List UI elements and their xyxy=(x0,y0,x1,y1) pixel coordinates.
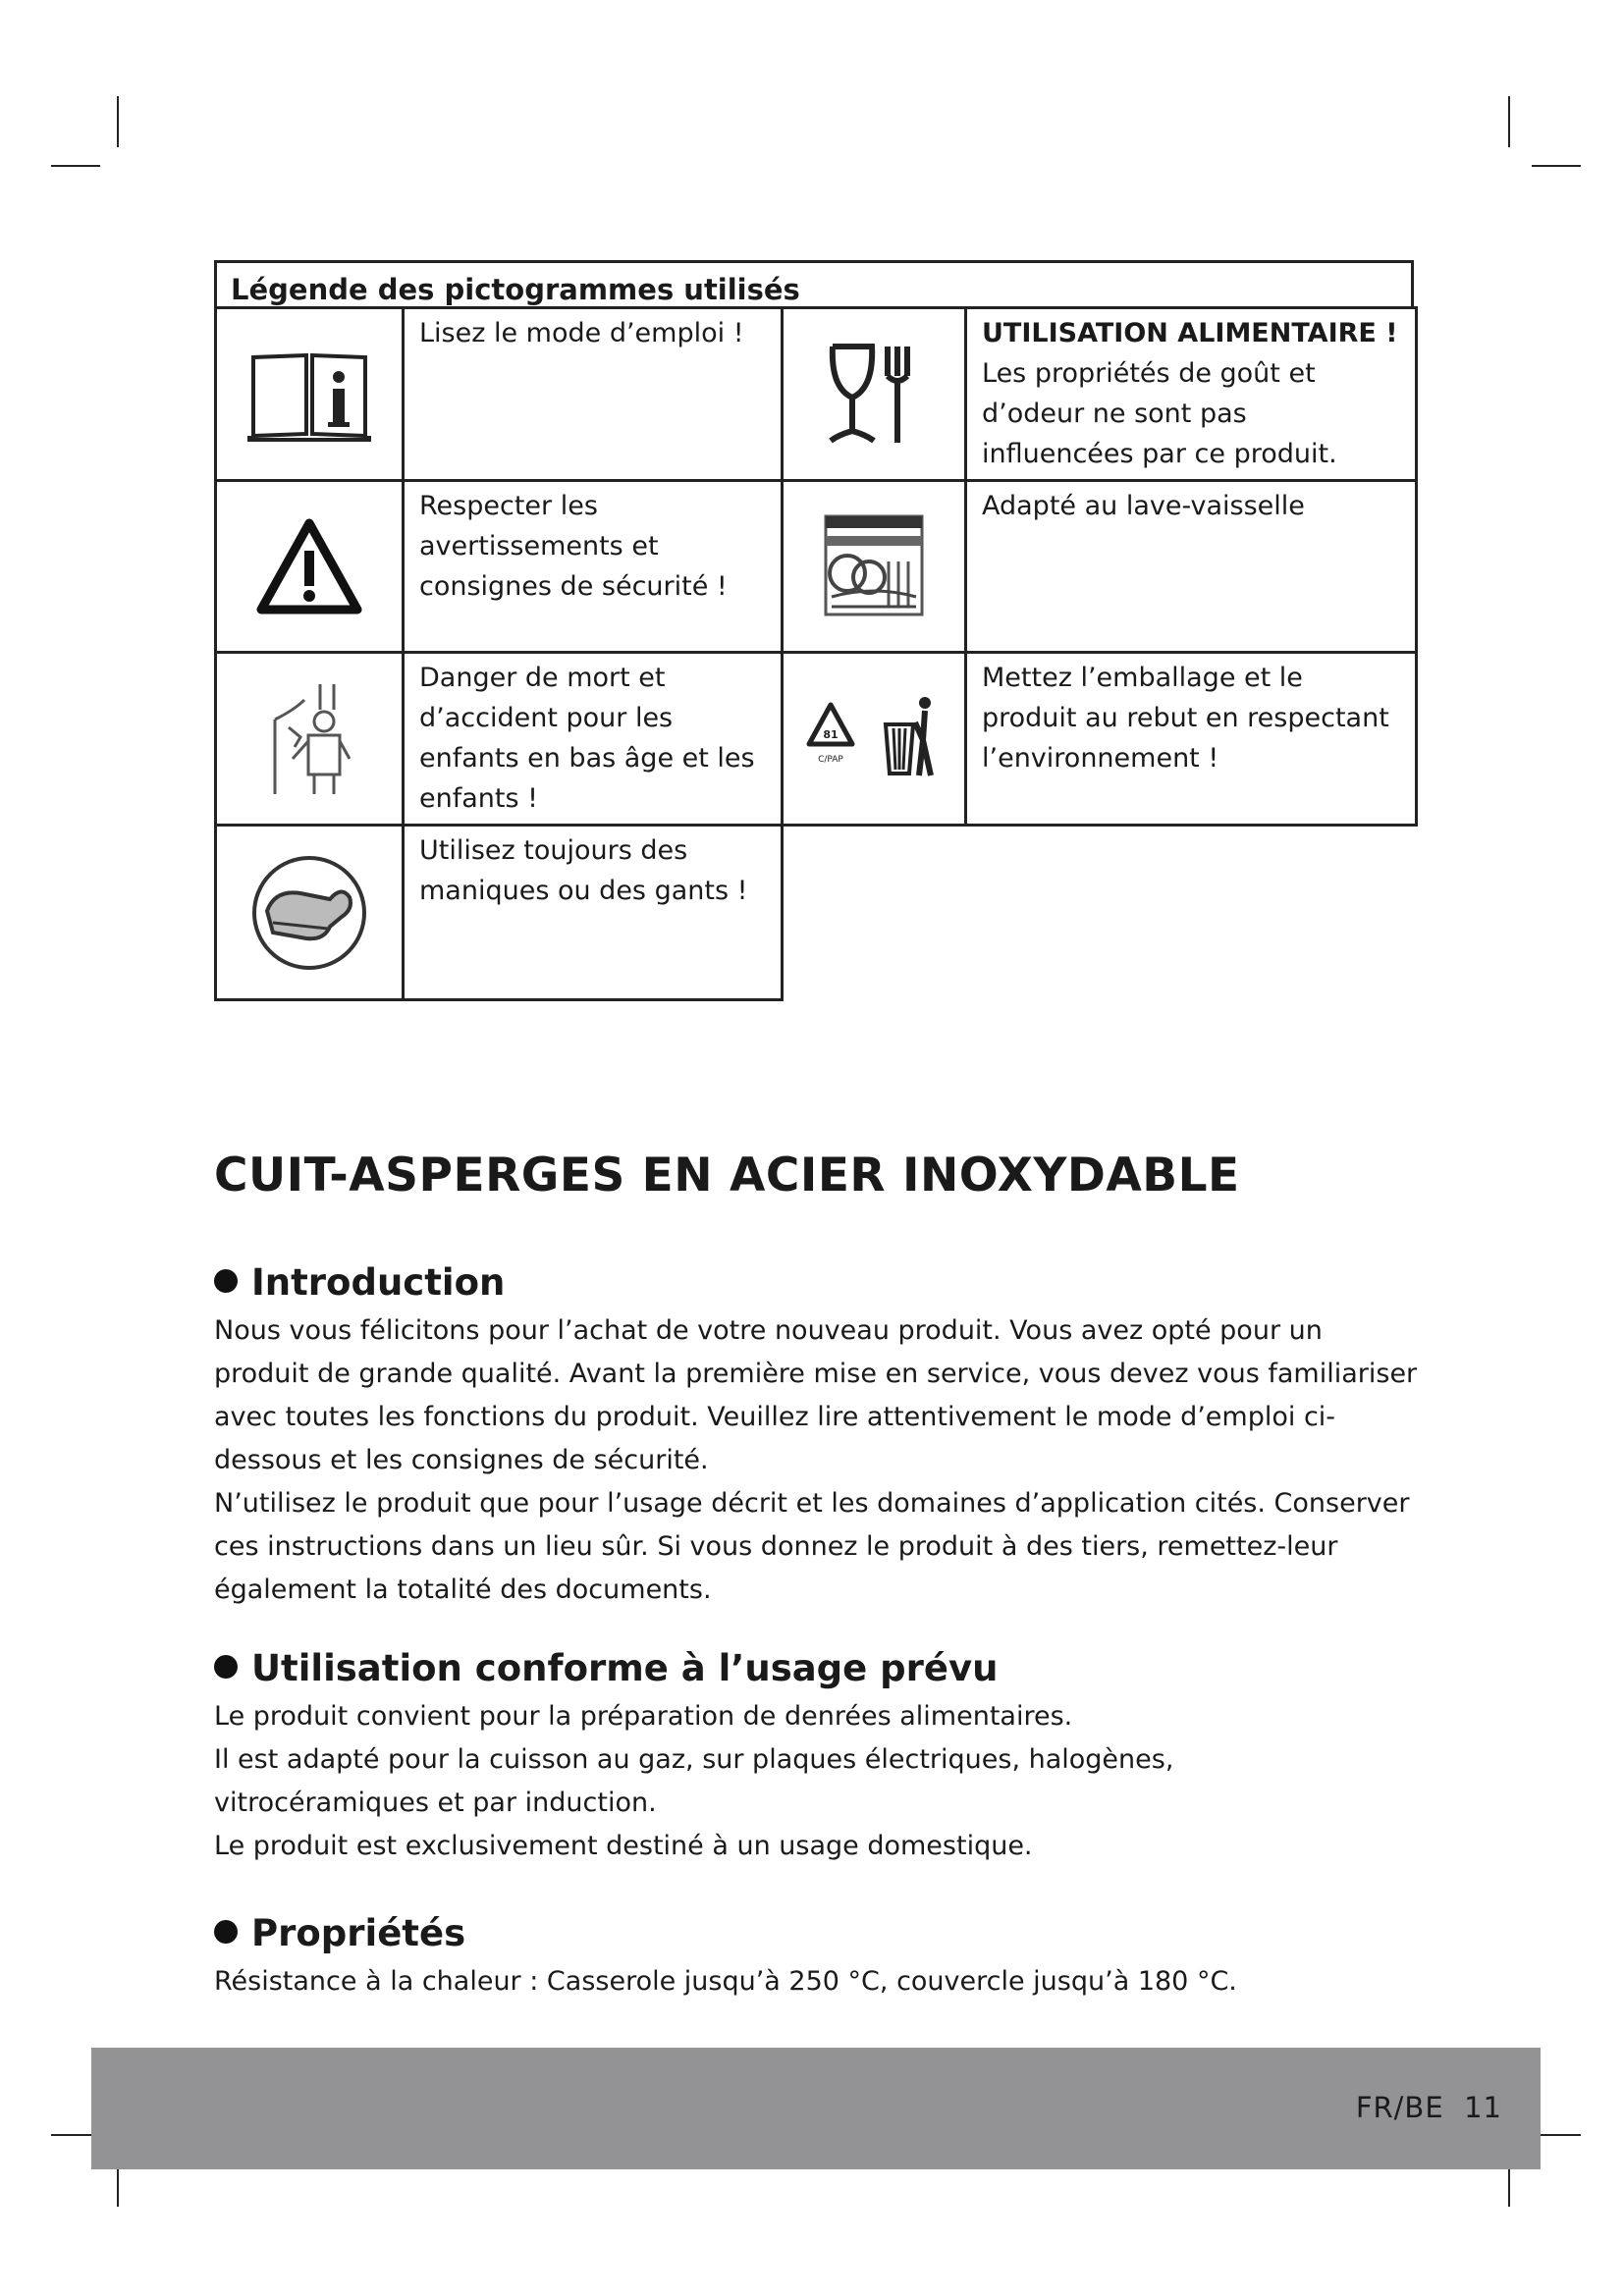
page-number: FR/BE 11 xyxy=(1355,2091,1502,2124)
food-safe-icon xyxy=(825,341,923,449)
legend-icon-cell xyxy=(214,824,405,1001)
warning-triangle-icon xyxy=(255,517,363,615)
legend-icon-cell xyxy=(781,306,967,482)
bullet-icon xyxy=(214,1269,238,1293)
legend-text-cell xyxy=(402,651,784,827)
section-heading: Utilisation conforme à l’usage prévu xyxy=(214,1644,1422,1693)
crop-mark xyxy=(1532,165,1581,167)
paragraph: Nous vous félicitons pour l’achat de votre nouveau produit. Vous avez opté pour un produit de grande qualité. Avant la première mise en service, vous devez vous familiariser avec toutes les fonctions du produit. Veuillez lire attentivement le mode d’emploi ci-dessous et les consignes de sécurité. xyxy=(214,1315,1418,1475)
crop-mark xyxy=(1508,96,1510,147)
legend-heading: UTILISATION ALIMENTAIRE ! xyxy=(982,318,1398,348)
crop-mark xyxy=(117,96,119,147)
legend-text: Respecter les avertissements et consignes de sécurité ! xyxy=(419,491,728,602)
paragraph: Il est adapté pour la cuisson au gaz, sur plaques électriques, halogènes, vitrocéramiques et par induction. xyxy=(214,1744,1174,1818)
page-title: CUIT-ASPERGES EN ACIER INOXYDABLE xyxy=(214,1148,1240,1202)
recycle-code: 81 xyxy=(823,727,839,741)
section-heading: Propriétés xyxy=(214,1909,1422,1958)
child-danger-icon xyxy=(265,680,353,798)
oven-glove-icon xyxy=(245,854,373,972)
legend-icon-cell xyxy=(214,479,405,654)
dishwasher-icon xyxy=(820,512,928,620)
book-info-icon xyxy=(245,346,373,444)
section-introduction xyxy=(214,1258,1422,1612)
section-heading: Introduction xyxy=(214,1258,1422,1308)
paragraph: Résistance à la chaleur : Casserole jusqu’à 250 °C, couvercle jusqu’à 180 °C. xyxy=(214,1966,1237,1997)
crop-mark xyxy=(51,165,100,167)
legend-text-cell xyxy=(964,651,1418,827)
paragraph: Le produit convient pour la préparation de denrées alimentaires. xyxy=(214,1701,1073,1732)
legend-text: Mettez l’emballage et le produit au rebut en respectant l’environnement ! xyxy=(982,663,1389,774)
legend-text: Lisez le mode d’emploi ! xyxy=(419,318,744,348)
legend-icon-cell xyxy=(214,306,405,482)
legend-text-cell xyxy=(402,306,784,482)
legend-title: Légende des pictogrammes utilisés xyxy=(214,260,1414,309)
bullet-icon xyxy=(214,1655,238,1679)
legend-text-cell xyxy=(964,479,1418,654)
paragraph: Le produit est exclusivement destiné à un usage domestique. xyxy=(214,1831,1033,1861)
bullet-icon xyxy=(214,1920,238,1944)
legend-icon-cell xyxy=(781,651,967,827)
paragraph: N’utilisez le produit que pour l’usage décrit et les domaines d’application cités. Conserver ces instructions dans un lieu sûr. Si vous donnez le produit à des tiers, remettez-leur également la totalité des documents. xyxy=(214,1488,1410,1605)
legend-text-cell xyxy=(402,479,784,654)
footer-bar xyxy=(91,2048,1541,2169)
legend-icon-cell xyxy=(214,651,405,827)
pictogram-legend-table xyxy=(214,260,1418,1008)
legend-icon-cell xyxy=(781,479,967,654)
section-usage xyxy=(214,1644,1422,1868)
recycle-label: C/PAP xyxy=(818,754,843,765)
legend-text: Adapté au lave-vaisselle xyxy=(982,491,1305,521)
legend-text: Danger de mort et d’accident pour les enfants en bas âge et les enfants ! xyxy=(419,663,755,814)
recycling-icon xyxy=(805,695,943,783)
legend-text-cell xyxy=(964,306,1418,482)
section-properties xyxy=(214,1909,1422,2003)
legend-text-cell xyxy=(402,824,784,1001)
legend-text: Utilisez toujours des maniques ou des gants ! xyxy=(419,835,748,906)
legend-text: Les propriétés de goût et d’odeur ne sont pas influencées par ce produit. xyxy=(982,358,1337,469)
